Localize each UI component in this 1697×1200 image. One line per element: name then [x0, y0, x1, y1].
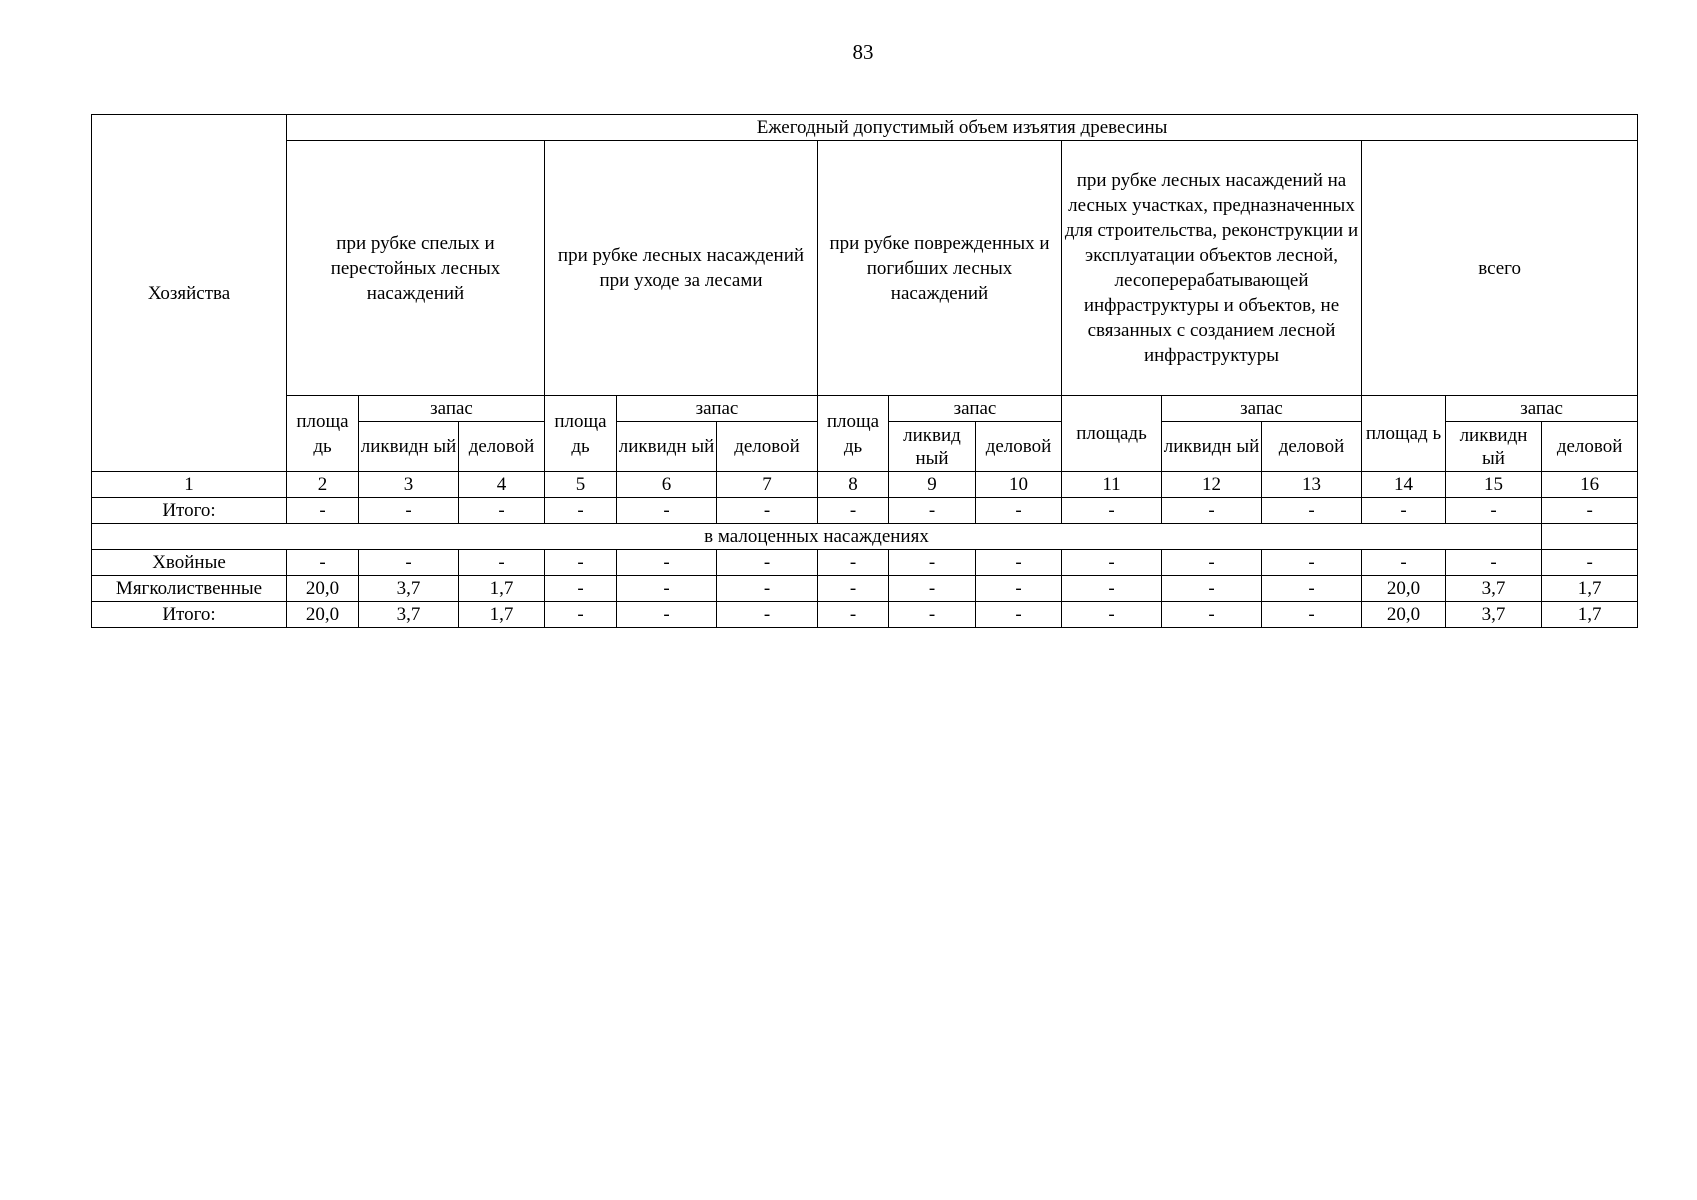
table-cell: - — [818, 576, 889, 602]
table-cell: 3,7 — [359, 576, 459, 602]
header-group-title: Ежегодный допустимый объем изъятия древесины — [287, 115, 1638, 141]
table-cell: - — [889, 550, 976, 576]
table-cell: 1,7 — [459, 576, 545, 602]
header-liquid: ликвидн ый — [617, 422, 717, 472]
table-cell: - — [459, 550, 545, 576]
section-row — [92, 524, 1638, 550]
table-cell: - — [545, 576, 617, 602]
column-number: 2 — [287, 472, 359, 498]
table-cell: - — [1062, 602, 1162, 628]
header-area: площа дь — [818, 396, 889, 472]
table-cell: - — [617, 602, 717, 628]
column-number: 16 — [1542, 472, 1638, 498]
table-cell: - — [1362, 498, 1446, 524]
table-cell: 1,7 — [1542, 602, 1638, 628]
table-cell: - — [545, 498, 617, 524]
table-cell: - — [287, 498, 359, 524]
table-cell: 20,0 — [287, 602, 359, 628]
table-cell: 3,7 — [359, 602, 459, 628]
column-number: 11 — [1062, 472, 1162, 498]
table-cell: - — [717, 576, 818, 602]
column-number: 15 — [1446, 472, 1542, 498]
column-number: 9 — [889, 472, 976, 498]
header-stock: запас — [359, 396, 545, 422]
table-cell: - — [1262, 550, 1362, 576]
table-cell: - — [1262, 498, 1362, 524]
table-cell: 20,0 — [1362, 602, 1446, 628]
table-cell: - — [359, 550, 459, 576]
table-cell: 20,0 — [287, 576, 359, 602]
table-cell: 3,7 — [1446, 576, 1542, 602]
table-cell: - — [1446, 550, 1542, 576]
table-cell: - — [1262, 576, 1362, 602]
header-category-construction: при рубке лесных насаждений на лесных участках, предназначенных для строительства, реконструкции и эксплуатации объектов лесной, лесоперерабатывающей инфраструктуры и объектов, не связанных с созданием лесной инфраструктуры — [1062, 141, 1362, 396]
table-cell: - — [1162, 576, 1262, 602]
table-cell: - — [617, 576, 717, 602]
section-title: в малоценных насаждениях — [92, 524, 1542, 550]
table-row-softwood — [92, 576, 1638, 602]
header-liquid: ликвидн ый — [359, 422, 459, 472]
table-cell: - — [545, 602, 617, 628]
table-cell: - — [818, 550, 889, 576]
table-cell: 1,7 — [459, 602, 545, 628]
header-business: деловой — [459, 422, 545, 472]
table-cell: - — [818, 602, 889, 628]
table-cell: Итого: — [92, 498, 287, 524]
table-cell: - — [1362, 550, 1446, 576]
table-cell: - — [1446, 498, 1542, 524]
column-number: 12 — [1162, 472, 1262, 498]
table-cell: - — [1162, 602, 1262, 628]
column-number: 14 — [1362, 472, 1446, 498]
header-business: деловой — [1542, 422, 1638, 472]
table-cell: - — [818, 498, 889, 524]
column-number: 3 — [359, 472, 459, 498]
table-cell: - — [889, 576, 976, 602]
table-cell: - — [287, 550, 359, 576]
header-liquid: ликвидн ый — [1162, 422, 1262, 472]
table-cell: Итого: — [92, 602, 287, 628]
header-stock: запас — [1446, 396, 1638, 422]
header-liquid: ликвид ный — [889, 422, 976, 472]
header-stock: запас — [1162, 396, 1362, 422]
table-row-total-2 — [92, 602, 1638, 628]
column-number: 1 — [92, 472, 287, 498]
table-cell: - — [617, 550, 717, 576]
table-cell: - — [1062, 576, 1162, 602]
table-cell: - — [976, 576, 1062, 602]
table-cell: - — [459, 498, 545, 524]
table-cell: - — [1162, 498, 1262, 524]
column-number-row — [92, 472, 1638, 498]
table-cell: 20,0 — [1362, 576, 1446, 602]
table-cell — [1542, 524, 1638, 550]
table-cell: - — [889, 498, 976, 524]
header-area: площа дь — [545, 396, 617, 472]
table-cell: - — [1262, 602, 1362, 628]
column-number: 5 — [545, 472, 617, 498]
table-cell: - — [889, 602, 976, 628]
header-business: деловой — [717, 422, 818, 472]
column-number: 7 — [717, 472, 818, 498]
table-cell: - — [976, 602, 1062, 628]
column-number: 10 — [976, 472, 1062, 498]
table-cell: - — [359, 498, 459, 524]
table-cell: - — [1062, 550, 1162, 576]
table-cell: - — [717, 602, 818, 628]
table-cell: - — [717, 498, 818, 524]
header-category-damaged: при рубке поврежденных и погибших лесных насаждений — [818, 141, 1062, 396]
header-business: деловой — [1262, 422, 1362, 472]
table-row-total-1 — [92, 498, 1638, 524]
table-cell: 3,7 — [1446, 602, 1542, 628]
header-stock: запас — [889, 396, 1062, 422]
column-number: 4 — [459, 472, 545, 498]
table-cell: 1,7 — [1542, 576, 1638, 602]
header-stock: запас — [617, 396, 818, 422]
header-category-mature: при рубке спелых и перестойных лесных насаждений — [287, 141, 545, 396]
table-cell: - — [617, 498, 717, 524]
table-cell: - — [717, 550, 818, 576]
table-cell: - — [976, 498, 1062, 524]
header-category-total: всего — [1362, 141, 1638, 396]
table-cell: - — [1062, 498, 1162, 524]
table-cell: - — [1542, 498, 1638, 524]
table-cell: - — [976, 550, 1062, 576]
column-number: 8 — [818, 472, 889, 498]
header-farms: Хозяйства — [92, 115, 287, 472]
header-area: площад ь — [1362, 396, 1446, 472]
header-area: площадь — [1062, 396, 1162, 472]
table-row-conifers — [92, 550, 1638, 576]
header-category-care: при рубке лесных насаждений при уходе за лесами — [545, 141, 818, 396]
logging-volume-table — [91, 114, 1638, 628]
table-cell: - — [1542, 550, 1638, 576]
table-cell: Мягколиственные — [92, 576, 287, 602]
column-number: 13 — [1262, 472, 1362, 498]
header-liquid: ликвидн ый — [1446, 422, 1542, 472]
page-number: 83 — [852, 40, 874, 64]
table-cell: - — [1162, 550, 1262, 576]
table-cell: Хвойные — [92, 550, 287, 576]
column-number: 6 — [617, 472, 717, 498]
table-cell: - — [545, 550, 617, 576]
header-business: деловой — [976, 422, 1062, 472]
header-area: площа дь — [287, 396, 359, 472]
